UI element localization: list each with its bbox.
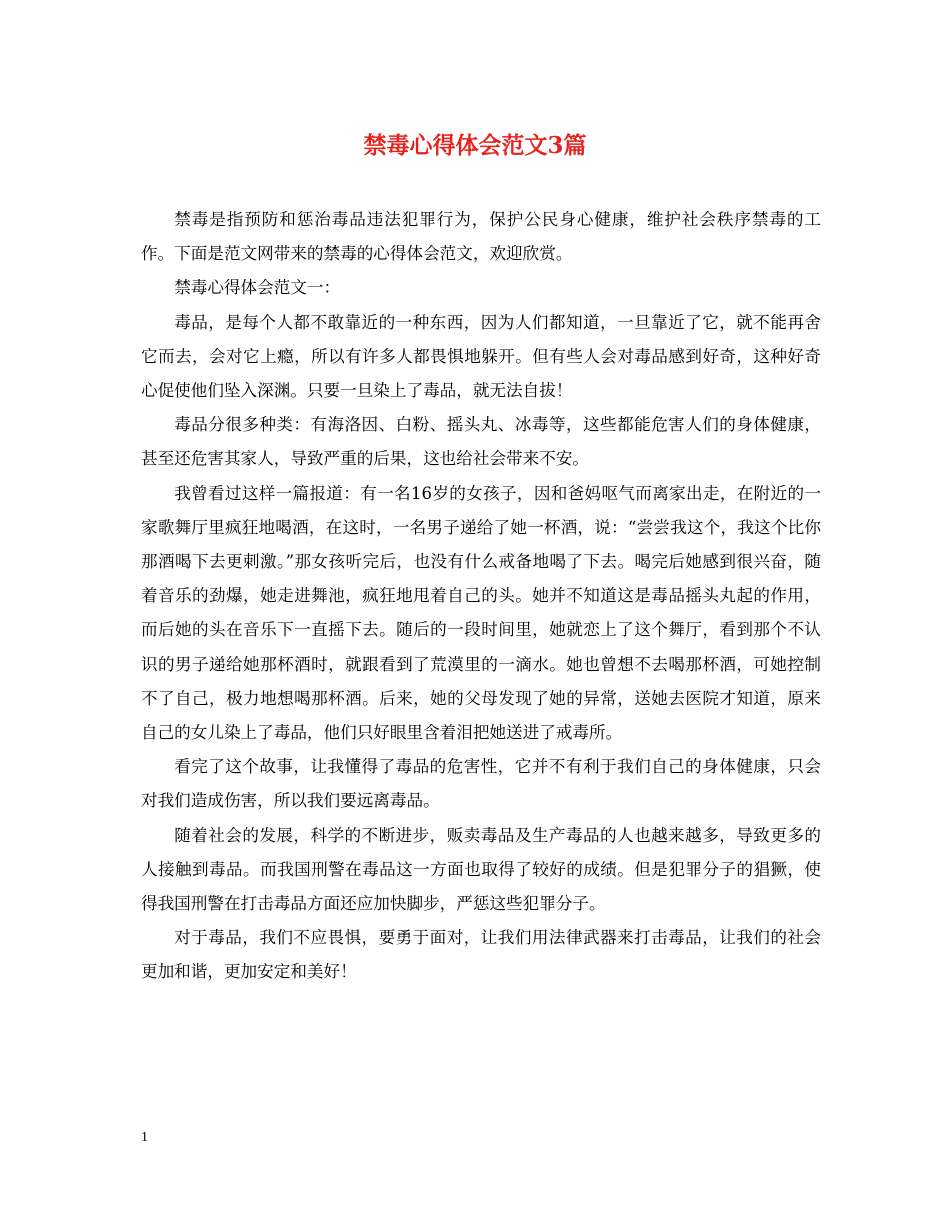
- paragraph: 随着社会的发展，科学的不断进步，贩卖毒品及生产毒品的人也越来越多，导致更多的人接触到毒品。而我国刑警在毒品这一方面也取得了较好的成绩。但是犯罪分子的猖獗，使得我国刑警在打击毒品方面还应加快脚步，严惩这些犯罪分子。: [141, 825, 821, 914]
- document-body: [141, 203, 821, 990]
- paragraph-intro: 禁毒是指预防和惩治毒品违法犯罪行为，保护公民身心健康，维护社会秩序禁毒的工作。下面是范文网带来的禁毒的心得体会范文，欢迎欣赏。: [141, 210, 821, 264]
- paragraph-section-heading: 禁毒心得体会范文一：: [174, 278, 341, 298]
- page-number: 1: [141, 1130, 148, 1145]
- paragraph: 毒品，是每个人都不敢靠近的一种东西，因为人们都知道，一旦靠近了它，就不能再舍它而去，会对它上瘾，所以有许多人都畏惧地躲开。但有些人会对毒品感到好奇，这种好奇心促使他们坠入深渊。只要一旦染上了毒品，就无法自拔！: [141, 312, 821, 401]
- paragraph: 毒品分很多种类：有海洛因、白粉、摇头丸、冰毒等，这些都能危害人们的身体健康，甚至还危害其家人，导致严重的后果，这也给社会带来不安。: [141, 415, 821, 469]
- paragraph: 我曾看过这样一篇报道：有一名16岁的女孩子，因和爸妈呕气而离家出走，在附近的一家歌舞厅里疯狂地喝酒，在这时，一名男子递给了她一杯酒，说：“尝尝我这个，我这个比你那酒喝下去更刺激。”那女孩听完后，也没有什么戒备地喝了下去。喝完后她感到很兴奋，随着音乐的劲爆，她走进舞池，疯狂地甩着自己的头。她并不知道这是毒品摇头丸起的作用，而后她的头在音乐下一直摇下去。随后的一段时间里，她就恋上了这个舞厅，看到那个不认识的男子递给她那杯酒时，就跟看到了荒漠里的一滴水。她也曾想不去喝那杯酒，可她控制不了自己，极力地想喝那杯酒。后来，她的父母发现了她的异常，送她去医院才知道，原来自己的女儿染上了毒品，他们只好眼里含着泪把她送进了戒毒所。: [141, 483, 821, 743]
- paragraph: 看完了这个故事，让我懂得了毒品的危害性，它并不有利于我们自己的身体健康，只会对我们造成伤害，所以我们要远离毒品。: [141, 757, 821, 811]
- document-title: 禁毒心得体会范文3篇: [363, 132, 587, 159]
- paragraph: 对于毒品，我们不应畏惧，要勇于面对，让我们用法律武器来打击毒品，让我们的社会更加和谐，更加安定和美好！: [141, 928, 821, 982]
